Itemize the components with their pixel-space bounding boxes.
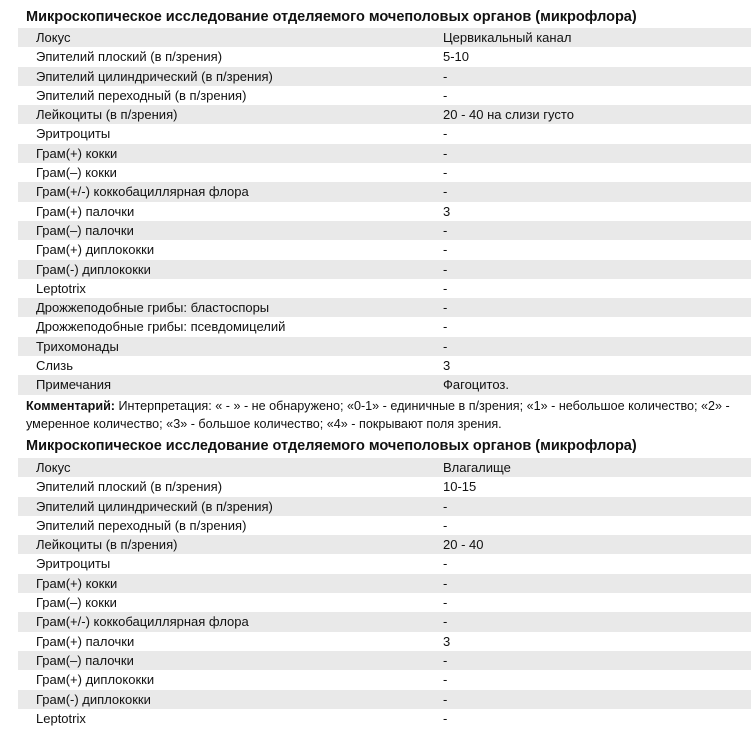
parameter-value: - xyxy=(443,145,448,161)
parameter-value: - xyxy=(443,300,448,316)
comment-label: Комментарий: xyxy=(26,399,115,413)
parameter-value: 20 - 40 на слизи густо xyxy=(443,107,574,123)
parameter-value: - xyxy=(443,261,448,277)
parameter-name: Грам(+) диплококки xyxy=(36,672,155,688)
parameter-value: - xyxy=(443,68,448,84)
parameter-value: - xyxy=(443,87,448,103)
parameter-value: - xyxy=(443,222,448,238)
parameter-name: Эпителий плоский (в п/зрения) xyxy=(36,479,223,495)
parameter-name: Эпителий переходный (в п/зрения) xyxy=(36,87,247,103)
parameter-value: - xyxy=(443,575,448,591)
table-row xyxy=(18,690,751,709)
table-row xyxy=(18,516,751,535)
parameter-value: 5-10 xyxy=(443,49,470,65)
table-row xyxy=(18,221,751,240)
parameter-value: - xyxy=(443,338,448,354)
parameter-name: Грам(+) палочки xyxy=(36,203,135,219)
table-row xyxy=(18,144,751,163)
parameter-name: Грам(+) палочки xyxy=(36,633,135,649)
table-row xyxy=(18,593,751,612)
parameter-value: - xyxy=(443,614,448,630)
table-row xyxy=(18,86,751,105)
table-row xyxy=(18,105,751,124)
parameter-value: - xyxy=(443,184,448,200)
table-row xyxy=(18,497,751,516)
parameter-name: Грам(+) кокки xyxy=(36,575,118,591)
table-row xyxy=(18,182,751,201)
parameter-value: - xyxy=(443,498,448,514)
table-header-row xyxy=(18,458,751,477)
section-2-title: Микроскопическое исследование отделяемого мочеполовых органов (микрофлора) xyxy=(26,438,637,454)
parameter-name: Грам(+/-) коккобациллярная флора xyxy=(36,614,249,630)
parameter-name: Дрожжеподобные грибы: псевдомицелий xyxy=(36,319,286,335)
parameter-name: Грам(+) диплококки xyxy=(36,242,155,258)
parameter-name: Эпителий переходный (в п/зрения) xyxy=(36,517,247,533)
parameter-name: Эритроциты xyxy=(36,556,111,572)
table-row xyxy=(18,477,751,496)
section-1-title: Микроскопическое исследование отделяемого мочеполовых органов (микрофлора) xyxy=(26,9,637,25)
table-row xyxy=(18,574,751,593)
parameter-value: 20 - 40 xyxy=(443,537,484,553)
parameter-name: Слизь xyxy=(36,358,73,374)
table-row xyxy=(18,260,751,279)
parameter-value: - xyxy=(443,242,448,258)
locus-label: Локус xyxy=(36,30,71,45)
parameter-value: - xyxy=(443,652,448,668)
comment-text: Интерпретация: « - » - не обнаружено; «0-1» - единичные в п/зрения; «1» - небольшое количество; «2» - умеренное количество; «3» - большое количество; «4» - покрывают поля зрения. xyxy=(26,399,730,431)
parameter-value: - xyxy=(443,672,448,688)
parameter-name: Трихомонады xyxy=(36,338,119,354)
parameter-name: Грам(–) палочки xyxy=(36,222,134,238)
parameter-name: Грам(+) кокки xyxy=(36,145,118,161)
table-header-row xyxy=(18,28,751,47)
comment xyxy=(26,397,751,433)
parameter-name: Грам(-) диплококки xyxy=(36,691,151,707)
table-row xyxy=(18,47,751,66)
parameter-value: - xyxy=(443,319,448,335)
parameter-value: - xyxy=(443,517,448,533)
parameter-name: Эпителий плоский (в п/зрения) xyxy=(36,49,223,65)
parameter-name: Leptotrix xyxy=(36,280,86,296)
parameter-value: - xyxy=(443,595,448,611)
parameter-name: Эритроциты xyxy=(36,126,111,142)
locus-value: Цервикальный канал xyxy=(443,30,572,45)
parameter-name: Дрожжеподобные грибы: бластоспоры xyxy=(36,300,270,316)
parameter-value: 3 xyxy=(443,633,451,649)
parameter-name: Грам(–) кокки xyxy=(36,165,117,181)
table-row xyxy=(18,317,751,336)
parameter-value: - xyxy=(443,280,448,296)
parameter-name: Грам(–) кокки xyxy=(36,595,117,611)
table-row xyxy=(18,124,751,143)
table-row xyxy=(18,651,751,670)
parameter-name: Лейкоциты (в п/зрения) xyxy=(36,107,178,123)
table-row xyxy=(18,240,751,259)
table-row xyxy=(18,163,751,182)
table-row xyxy=(18,632,751,651)
parameter-name: Грам(+/-) коккобациллярная флора xyxy=(36,184,249,200)
table-row xyxy=(18,670,751,689)
table-row xyxy=(18,535,751,554)
parameter-value: 3 xyxy=(443,358,451,374)
table-row xyxy=(18,298,751,317)
table-row xyxy=(18,279,751,298)
section-1-table xyxy=(18,28,751,395)
parameter-name: Leptotrix xyxy=(36,710,86,726)
table-row xyxy=(18,337,751,356)
parameter-value: - xyxy=(443,710,448,726)
parameter-value: Фагоцитоз. xyxy=(443,377,509,393)
locus-label: Локус xyxy=(36,460,71,475)
parameter-name: Примечания xyxy=(36,377,112,393)
parameter-name: Эпителий цилиндрический (в п/зрения) xyxy=(36,68,273,84)
parameter-value: - xyxy=(443,691,448,707)
table-row xyxy=(18,356,751,375)
parameter-value: 10-15 xyxy=(443,479,477,495)
parameter-value: - xyxy=(443,126,448,142)
parameter-name: Лейкоциты (в п/зрения) xyxy=(36,537,178,553)
parameter-value: - xyxy=(443,556,448,572)
table-row xyxy=(18,375,751,394)
parameter-name: Грам(-) диплококки xyxy=(36,261,151,277)
parameter-name: Эпителий цилиндрический (в п/зрения) xyxy=(36,498,273,514)
table-row xyxy=(18,67,751,86)
parameter-value: - xyxy=(443,165,448,181)
table-row xyxy=(18,202,751,221)
table-row xyxy=(18,709,751,728)
table-row xyxy=(18,554,751,573)
section-2-table xyxy=(18,458,751,728)
table-row xyxy=(18,612,751,631)
parameter-name: Грам(–) палочки xyxy=(36,652,134,668)
parameter-value: 3 xyxy=(443,203,451,219)
locus-value: Влагалище xyxy=(443,460,511,475)
